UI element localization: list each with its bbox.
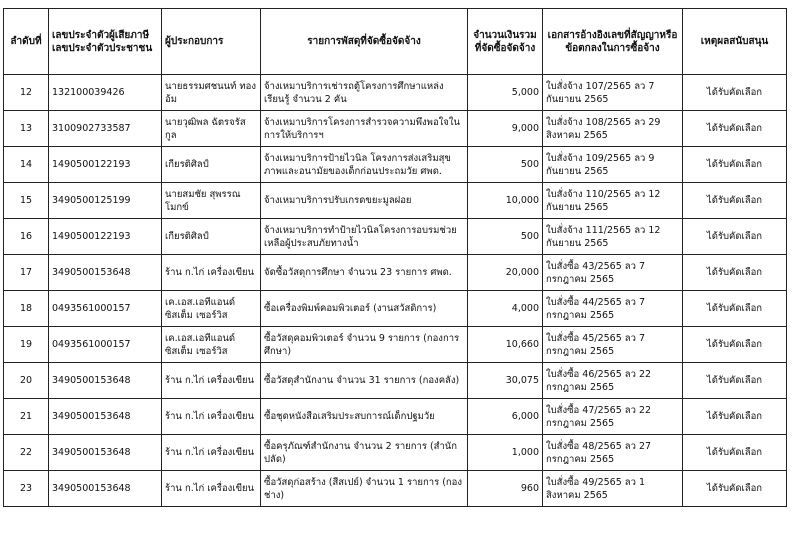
tax-id-cell: 0493561000157 — [49, 327, 162, 363]
header-item: รายการพัสดุที่จัดซื้อจัดจ้าง — [261, 9, 468, 75]
table-row — [4, 219, 787, 255]
item-cell: จ้างเหมาบริการปรับเกรดขยะมูลฝอย — [261, 183, 468, 219]
amount-cell: 10,660 — [468, 327, 543, 363]
tax-id-cell: 0493561000157 — [49, 291, 162, 327]
tax-id-cell: 1490500122193 — [49, 147, 162, 183]
document-ref-cell: ใบสั่งซื้อ 44/2565 ลว 7 กรกฎาคม 2565 — [543, 291, 683, 327]
row-number: 17 — [4, 255, 49, 291]
vendor-cell: ร้าน ก.ไก่ เครื่องเขียน — [162, 435, 261, 471]
item-cell: ซื้อวัสดุคอมพิวเตอร์ จำนวน 9 รายการ (กองการศึกษา) — [261, 327, 468, 363]
tax-id-cell: 3490500153648 — [49, 471, 162, 507]
vendor-cell: เกียรติศิลป์ — [162, 147, 261, 183]
header-no: ลำดับที่ — [4, 9, 49, 75]
row-number: 13 — [4, 111, 49, 147]
vendor-cell: ร้าน ก.ไก่ เครื่องเขียน — [162, 255, 261, 291]
vendor-cell: ร้าน ก.ไก่ เครื่องเขียน — [162, 471, 261, 507]
document-ref-cell: ใบสั่งซื้อ 45/2565 ลว 7 กรกฎาคม 2565 — [543, 327, 683, 363]
tax-id-cell: 3490500153648 — [49, 255, 162, 291]
reason-cell: ได้รับคัดเลือก — [683, 291, 787, 327]
amount-cell: 960 — [468, 471, 543, 507]
vendor-cell: เค.เอส.เอทีแอนด์ ซิสเต็ม เซอร์วิส — [162, 327, 261, 363]
reason-cell: ได้รับคัดเลือก — [683, 75, 787, 111]
row-number: 12 — [4, 75, 49, 111]
item-cell: ซื้อครุภัณฑ์สำนักงาน จำนวน 2 รายการ (สำนักปลัด) — [261, 435, 468, 471]
amount-cell: 500 — [468, 219, 543, 255]
vendor-cell: นายธรรมศชนนท์ ทองอ้ม — [162, 75, 261, 111]
row-number: 16 — [4, 219, 49, 255]
document-ref-cell: ใบสั่งซื้อ 47/2565 ลว 22 กรกฎาคม 2565 — [543, 399, 683, 435]
row-number: 20 — [4, 363, 49, 399]
reason-cell: ได้รับคัดเลือก — [683, 399, 787, 435]
procurement-table — [3, 8, 787, 507]
table-row — [4, 291, 787, 327]
table-row — [4, 183, 787, 219]
header-vendor: ผู้ประกอบการ — [162, 9, 261, 75]
table-row — [4, 111, 787, 147]
amount-cell: 9,000 — [468, 111, 543, 147]
item-cell: ซื้อชุดหนังสือเสริมประสบการณ์เด็กปฐมวัย — [261, 399, 468, 435]
row-number: 18 — [4, 291, 49, 327]
reason-cell: ได้รับคัดเลือก — [683, 363, 787, 399]
item-cell: จ้างเหมาบริการป้ายไวนิล โครงการส่งเสริมสุขภาพและอนามัยของเด็กก่อนประถมวัย ศพด. — [261, 147, 468, 183]
tax-id-cell: 3490500153648 — [49, 399, 162, 435]
reason-cell: ได้รับคัดเลือก — [683, 183, 787, 219]
header-document: เอกสารอ้างอิงเลขที่สัญญาหรือข้อตกลงในการซื้อจ้าง — [543, 9, 683, 75]
document-ref-cell: ใบสั่งจ้าง 111/2565 ลว 12 กันยายน 2565 — [543, 219, 683, 255]
row-number: 23 — [4, 471, 49, 507]
reason-cell: ได้รับคัดเลือก — [683, 111, 787, 147]
table-row — [4, 255, 787, 291]
table-row — [4, 147, 787, 183]
row-number: 22 — [4, 435, 49, 471]
item-cell: ซื้อวัสดุก่อสร้าง (สีสเปย์) จำนวน 1 รายการ (กองช่าง) — [261, 471, 468, 507]
header-reason: เหตุผลสนับสนุน — [683, 9, 787, 75]
item-cell: จ้างเหมาบริการโครงการสำรวจความพึงพอใจในการให้บริการฯ — [261, 111, 468, 147]
amount-cell: 4,000 — [468, 291, 543, 327]
amount-cell: 6,000 — [468, 399, 543, 435]
table-row — [4, 327, 787, 363]
tax-id-cell: 1490500122193 — [49, 219, 162, 255]
document-ref-cell: ใบสั่งจ้าง 110/2565 ลว 12 กันยายน 2565 — [543, 183, 683, 219]
vendor-cell: นายสมชัย สุพรรณโมกข์ — [162, 183, 261, 219]
vendor-cell: ร้าน ก.ไก่ เครื่องเขียน — [162, 363, 261, 399]
amount-cell: 1,000 — [468, 435, 543, 471]
table-row — [4, 435, 787, 471]
table-row — [4, 363, 787, 399]
vendor-cell: เกียรติศิลป์ — [162, 219, 261, 255]
document-ref-cell: ใบสั่งซื้อ 49/2565 ลว 1 สิงหาคม 2565 — [543, 471, 683, 507]
reason-cell: ได้รับคัดเลือก — [683, 435, 787, 471]
amount-cell: 5,000 — [468, 75, 543, 111]
table-row — [4, 471, 787, 507]
document-ref-cell: ใบสั่งจ้าง 108/2565 ลว 29 สิงหาคม 2565 — [543, 111, 683, 147]
item-cell: จ้างเหมาบริการทำป้ายไวนิลโครงการอบรมช่วยเหลือผู้ประสบภัยทางน้ำ — [261, 219, 468, 255]
header-amount: จำนวนเงินรวมที่จัดซื้อจัดจ้าง — [468, 9, 543, 75]
header-row — [4, 9, 787, 75]
document-ref-cell: ใบสั่งจ้าง 107/2565 ลว 7 กันยายน 2565 — [543, 75, 683, 111]
row-number: 14 — [4, 147, 49, 183]
table-row — [4, 399, 787, 435]
document-ref-cell: ใบสั่งซื้อ 48/2565 ลว 27 กรกฎาคม 2565 — [543, 435, 683, 471]
reason-cell: ได้รับคัดเลือก — [683, 255, 787, 291]
item-cell: ซื้อวัสดุสำนักงาน จำนวน 31 รายการ (กองคลัง) — [261, 363, 468, 399]
amount-cell: 10,000 — [468, 183, 543, 219]
reason-cell: ได้รับคัดเลือก — [683, 219, 787, 255]
tax-id-cell: 3100902733587 — [49, 111, 162, 147]
document-ref-cell: ใบสั่งจ้าง 109/2565 ลว 9 กันยายน 2565 — [543, 147, 683, 183]
reason-cell: ได้รับคัดเลือก — [683, 147, 787, 183]
tax-id-cell: 3490500153648 — [49, 363, 162, 399]
header-tax-id: เลขประจำตัวผู้เสียภาษี เลขประจำตัวประชาชน — [49, 9, 162, 75]
item-cell: ซื้อเครื่องพิมพ์คอมพิวเตอร์ (งานสวัสดิการ) — [261, 291, 468, 327]
vendor-cell: เค.เอส.เอทีแอนด์ ซิสเต็ม เซอร์วิส — [162, 291, 261, 327]
row-number: 21 — [4, 399, 49, 435]
tax-id-cell: 132100039426 — [49, 75, 162, 111]
amount-cell: 500 — [468, 147, 543, 183]
reason-cell: ได้รับคัดเลือก — [683, 471, 787, 507]
vendor-cell: ร้าน ก.ไก่ เครื่องเขียน — [162, 399, 261, 435]
vendor-cell: นายวุฒิพล ฉัตรจรัสกูล — [162, 111, 261, 147]
tax-id-cell: 3490500153648 — [49, 435, 162, 471]
amount-cell: 30,075 — [468, 363, 543, 399]
item-cell: จ้างเหมาบริการเช่ารถตู้โครงการศึกษาแหล่งเรียนรู้ จำนวน 2 คัน — [261, 75, 468, 111]
row-number: 19 — [4, 327, 49, 363]
item-cell: จัดซื้อวัสดุการศึกษา จำนวน 23 รายการ ศพด. — [261, 255, 468, 291]
tax-id-cell: 3490500125199 — [49, 183, 162, 219]
reason-cell: ได้รับคัดเลือก — [683, 327, 787, 363]
row-number: 15 — [4, 183, 49, 219]
amount-cell: 20,000 — [468, 255, 543, 291]
document-ref-cell: ใบสั่งซื้อ 46/2565 ลว 22 กรกฎาคม 2565 — [543, 363, 683, 399]
table-row — [4, 75, 787, 111]
document-ref-cell: ใบสั่งซื้อ 43/2565 ลว 7 กรกฎาคม 2565 — [543, 255, 683, 291]
